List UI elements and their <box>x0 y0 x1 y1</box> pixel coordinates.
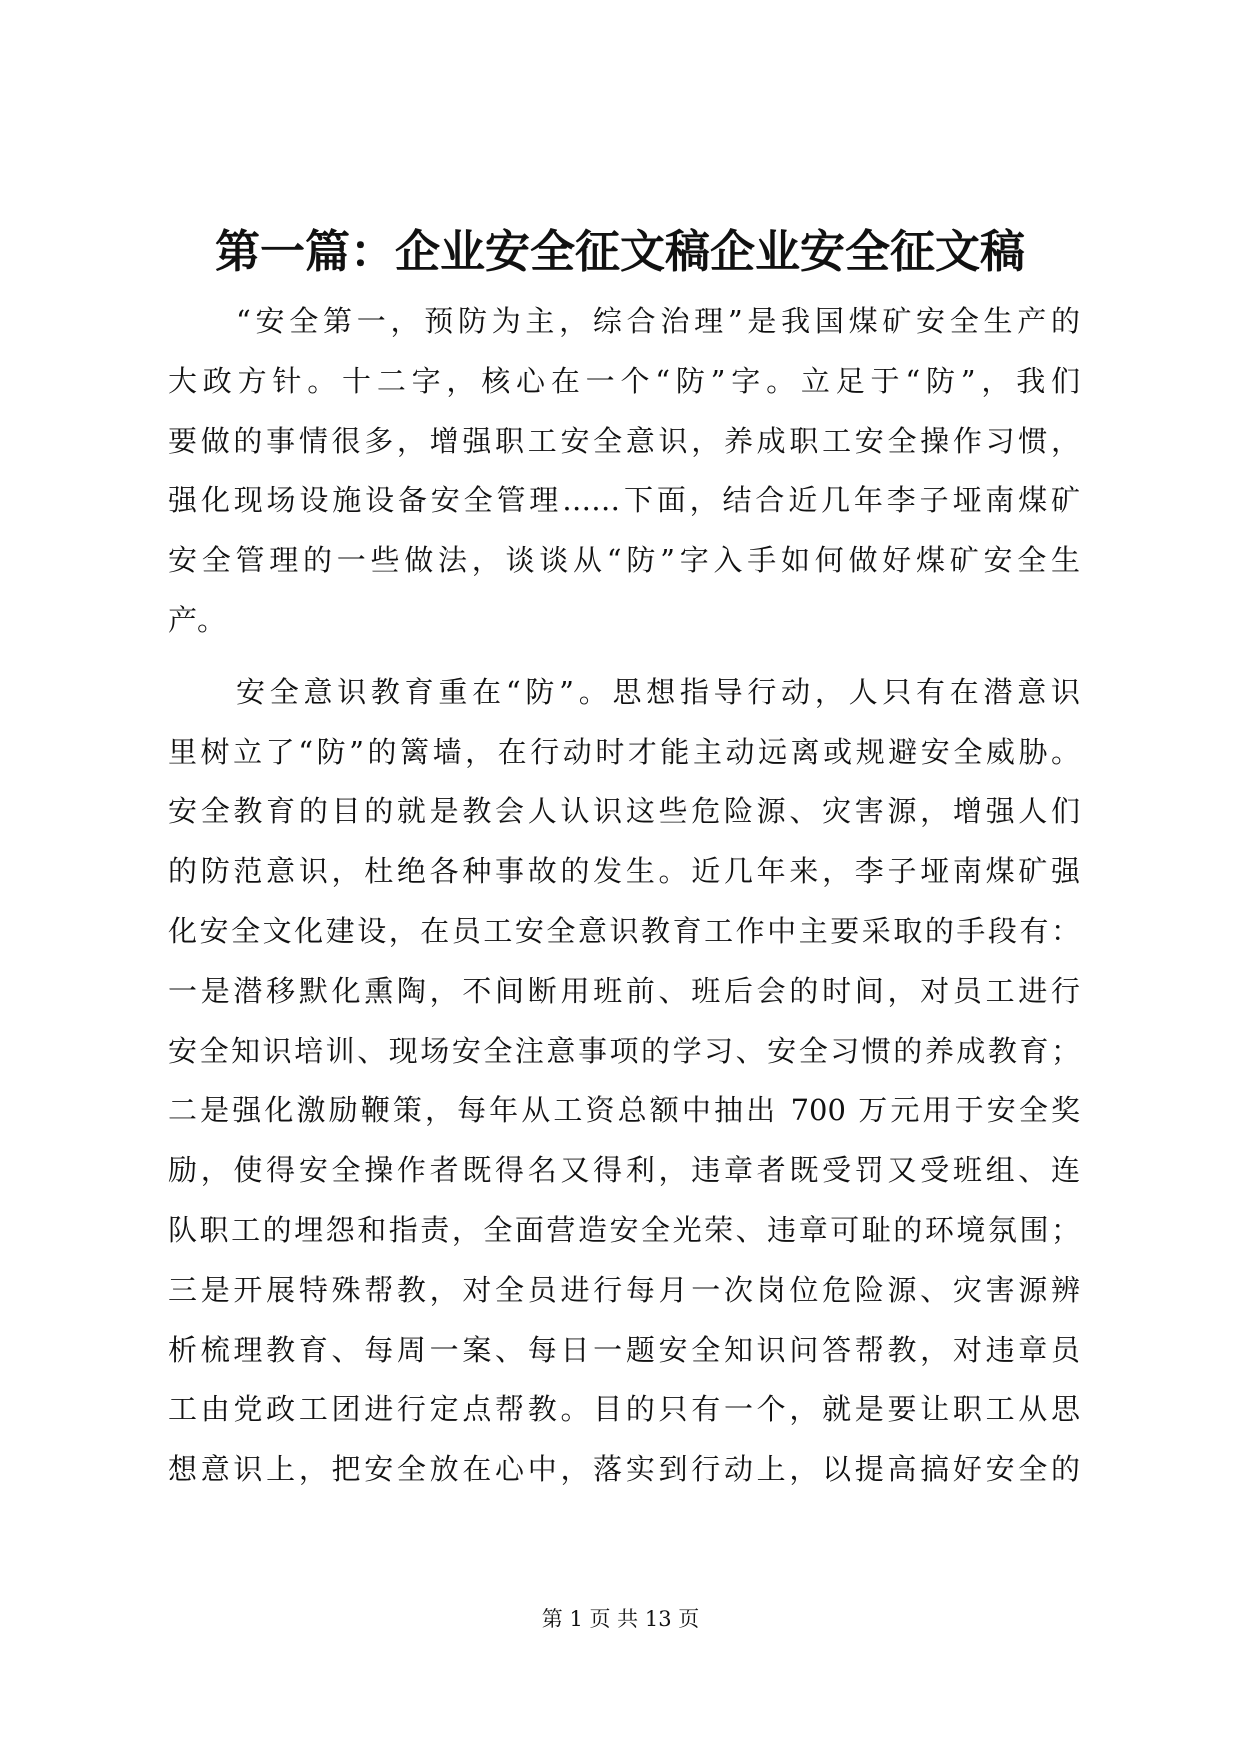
paragraph-gap <box>168 651 1080 663</box>
document-body <box>168 292 1080 1500</box>
paragraph-1 <box>168 292 1080 651</box>
text-line: 三是开展特殊帮教，对全员进行每月一次岗位危险源、灾害源辨 <box>168 1272 1080 1307</box>
text-line: 强化现场设施设备安全管理……下面，结合近几年李子垭南煤矿 <box>168 483 1080 518</box>
text-line: 大政方针。十二字，核心在一个“防”字。立足于“防”，我们 <box>168 363 1080 398</box>
text-line: 产。 <box>168 602 227 637</box>
text-line: 安全教育的目的就是教会人认识这些危险源、灾害源，增强人们 <box>168 794 1080 829</box>
text-line: 要做的事情很多，增强职工安全意识，养成职工安全操作习惯， <box>168 423 1080 458</box>
text-line: 的防范意识，杜绝各种事故的发生。近几年来，李子垭南煤矿强 <box>168 854 1080 889</box>
text-line: 化安全文化建设，在员工安全意识教育工作中主要采取的手段有： <box>168 913 1080 948</box>
text-line: 工由党政工团进行定点帮教。目的只有一个，就是要让职工从思 <box>168 1392 1080 1427</box>
text-line: 安全意识教育重在“防”。思想指导行动，人只有在潜意识 <box>236 674 1080 709</box>
text-line: 队职工的埋怨和指责，全面营造安全光荣、违章可耻的环境氛围； <box>168 1212 1080 1247</box>
paragraph-2 <box>168 663 1080 1500</box>
document-title: 第一篇：企业安全征文稿企业安全征文稿 <box>214 225 1025 278</box>
text-line: “安全第一，预防为主，综合治理”是我国煤矿安全生产的 <box>236 304 1080 338</box>
text-line: 励，使得安全操作者既得名又得利，违章者既受罚又受班组、连 <box>168 1153 1080 1188</box>
text-line: 一是潜移默化熏陶，不间断用班前、班后会的时间，对员工进行 <box>168 973 1080 1008</box>
text-line: 安全管理的一些做法，谈谈从“防”字入手如何做好煤矿安全生 <box>168 543 1080 578</box>
text-line: 想意识上，把安全放在心中，落实到行动上，以提高搞好安全的 <box>168 1452 1080 1487</box>
page-number-footer: 第 1 页 共 13 页 <box>541 1607 700 1631</box>
text-line: 里树立了“防”的篱墙，在行动时才能主动远离或规避安全威胁。 <box>168 734 1080 769</box>
text-line: 析梳理教育、每周一案、每日一题安全知识问答帮教，对违章员 <box>168 1332 1080 1367</box>
text-line: 二是强化激励鞭策，每年从工资总额中抽出 700 万元用于安全奖 <box>168 1093 1080 1128</box>
text-line: 安全知识培训、现场安全注意事项的学习、安全习惯的养成教育； <box>168 1033 1080 1068</box>
